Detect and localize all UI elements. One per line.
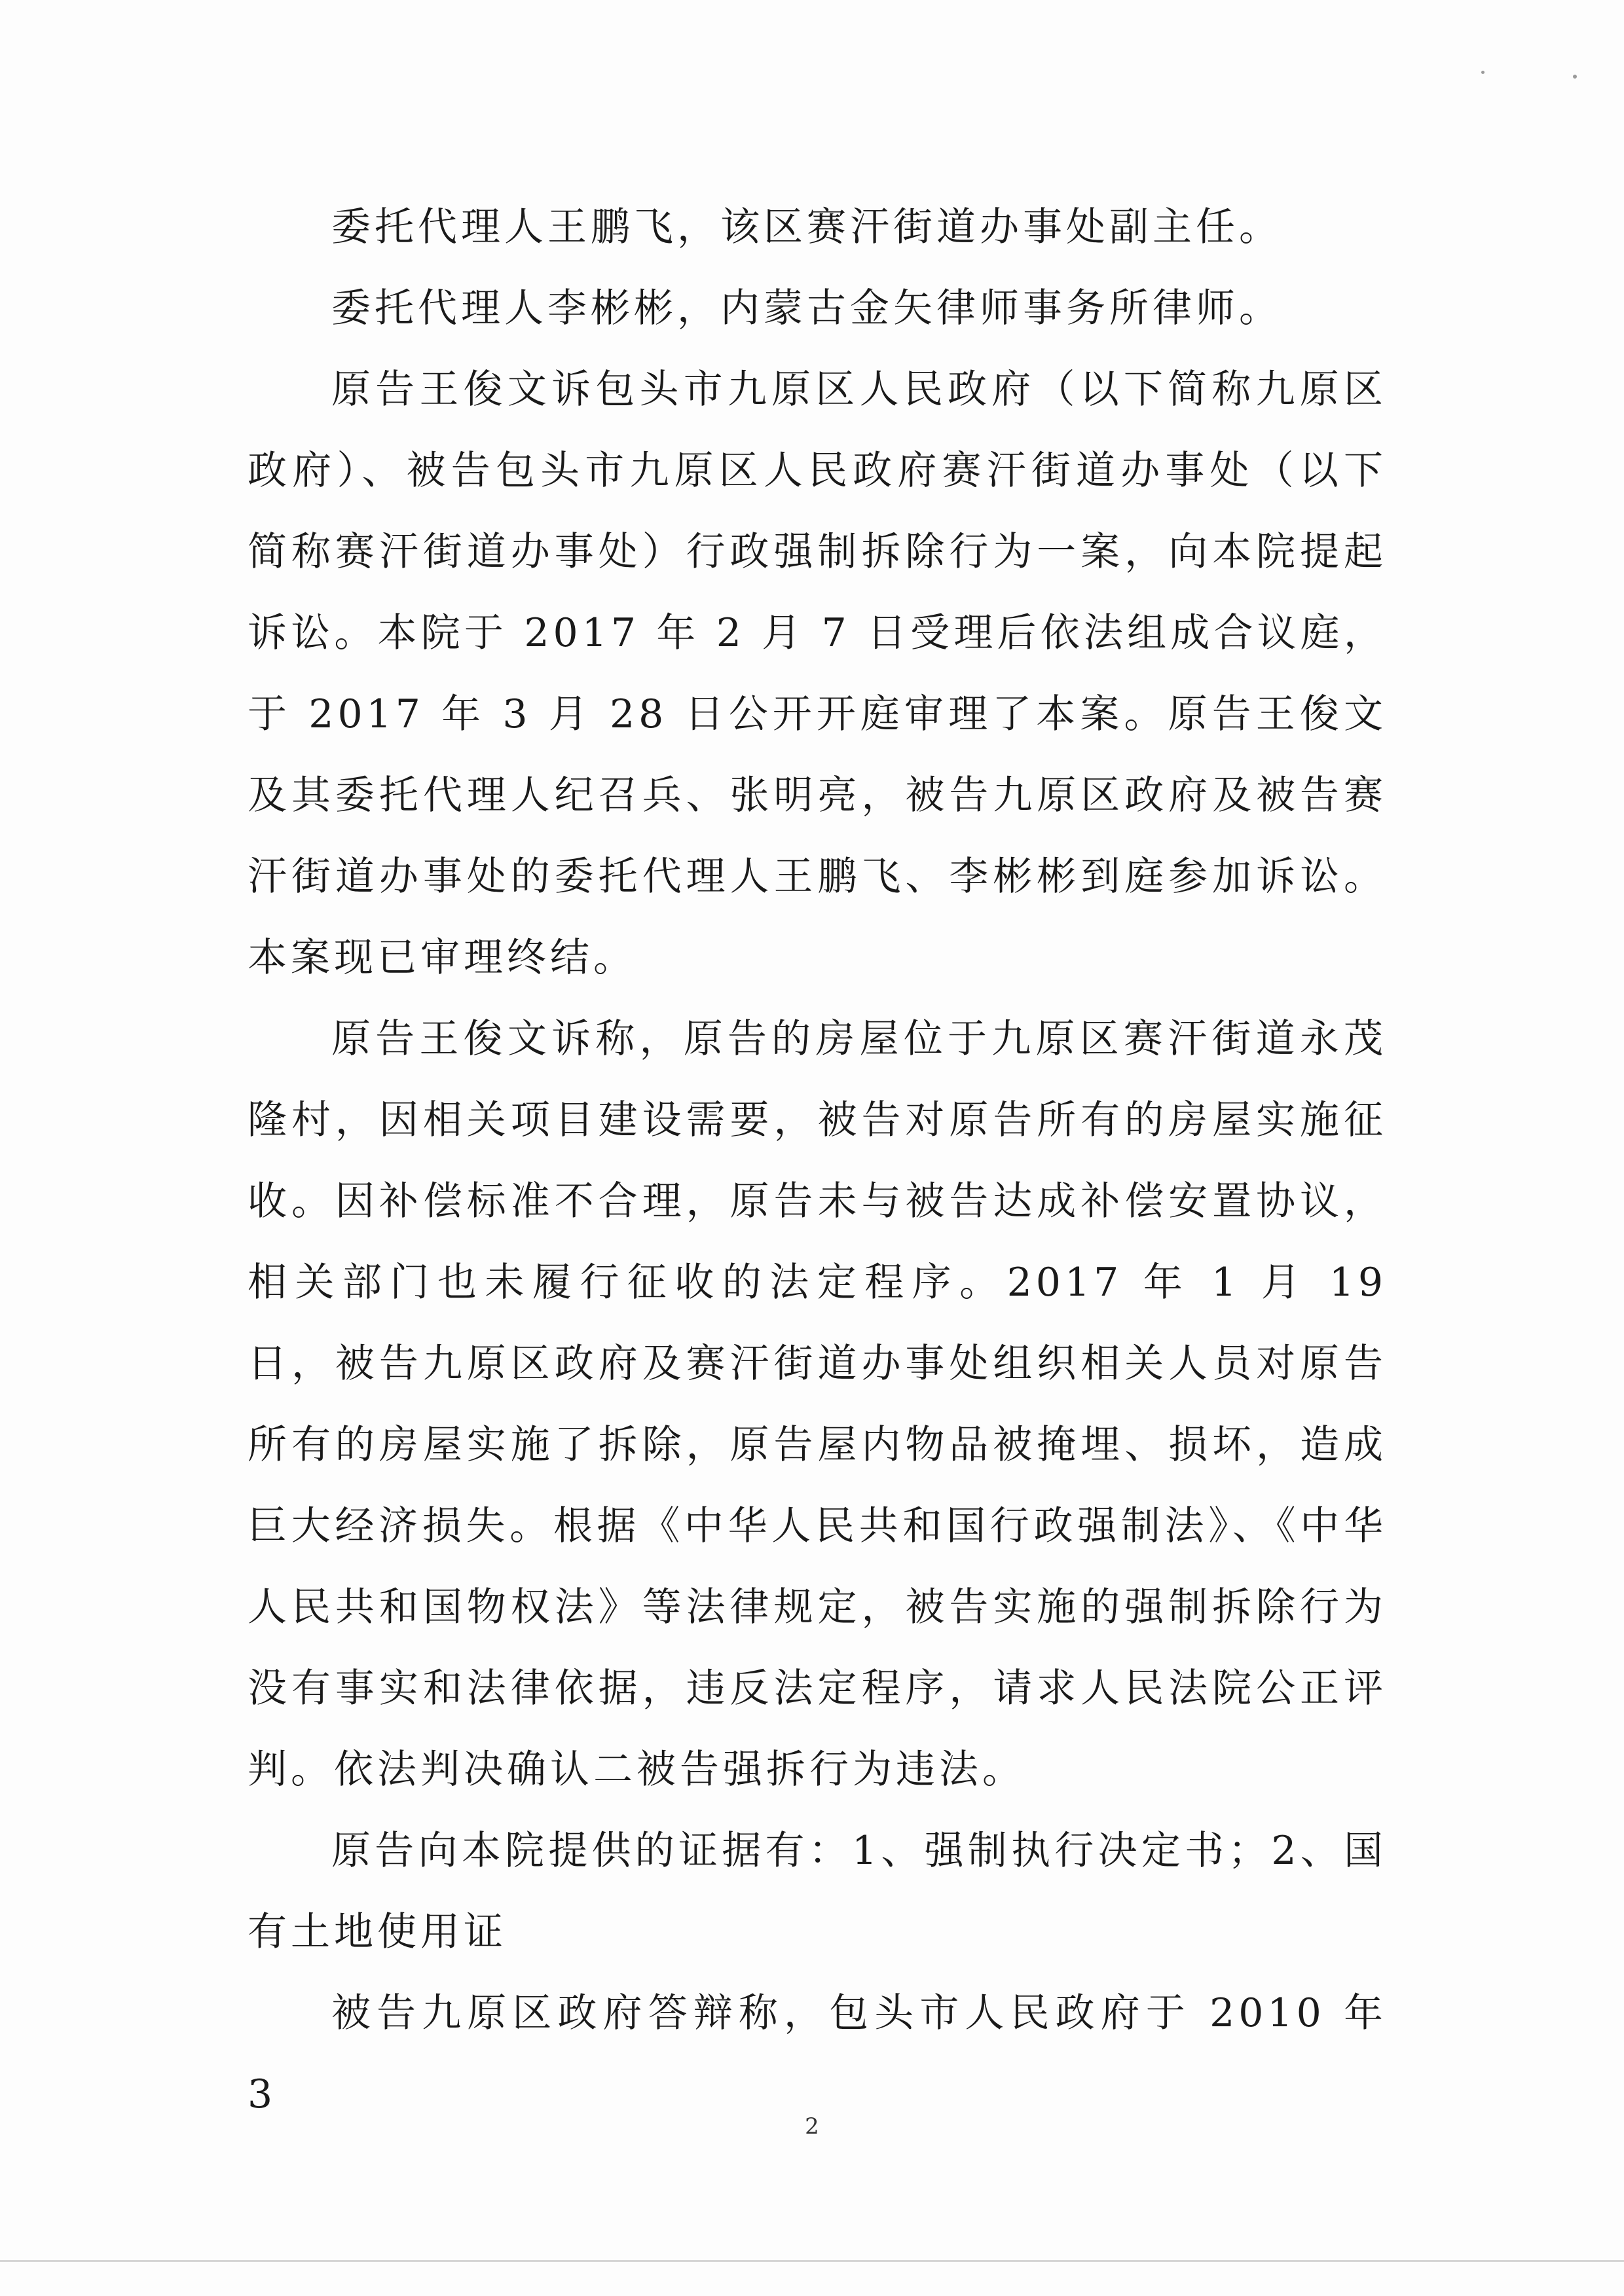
paragraph-case-summary: 原告王俊文诉包头市九原区人民政府（以下简称九原区政府）、被告包头市九原区人民政府赛汗街道办事处（以下简称赛汗街道办事处）行政强制拆除行为一案，向本院提起诉讼。本院于 2017 年 2 月 7 日受理后依法组成合议庭，于 2017 年 3 月 28 日公开开庭审理了本案。原告王俊文及其委托代理人纪召兵、张明亮，被告九原区政府及被告赛汗街道办事处的委托代理人王鹏飞、李彬彬到庭参加诉讼。本案现已审理终结。	[248, 367, 1387, 981]
paragraph-plaintiff-claim: 原告王俊文诉称，原告的房屋位于九原区赛汗街道永茂隆村，因相关项目建设需要，被告对原告所有的房屋实施征收。因补偿标准不合理，原告未与被告达成补偿安置协议，相关部门也未履行征收的法定程序。2017 年 1 月 19 日，被告九原区政府及赛汗街道办事处组织相关人员对原告所有的房屋实施了拆除，原告屋内物品被掩埋、损坏，造成巨大经济损失。根据《中华人民共和国行政强制法》、《中华人民共和国物权法》等法律规定，被告实施的强制拆除行为没有事实和法律依据，违反法定程序，请求人民法院公正评判。依法判决确认二被告强拆行为违法。	[248, 1016, 1387, 1793]
page-number: 2	[805, 2113, 819, 2140]
scan-edge-line	[0, 2260, 1624, 2262]
paragraph-defendant-reply: 被告九原区政府答辩称，包头市人民政府于 2010 年 3	[248, 1990, 1387, 2117]
document-body	[248, 187, 1387, 2135]
scan-speck	[1573, 75, 1577, 79]
paragraph-plaintiff-evidence: 原告向本院提供的证据有：1、强制执行决定书；2、国有土地使用证	[248, 1828, 1387, 1955]
scan-speck	[1481, 71, 1485, 74]
paragraph-agent-li: 委托代理人李彬彬，内蒙古金矢律师事务所律师。	[331, 285, 1282, 331]
paragraph-agent-wang: 委托代理人王鹏飞，该区赛汗街道办事处副主任。	[331, 204, 1282, 250]
